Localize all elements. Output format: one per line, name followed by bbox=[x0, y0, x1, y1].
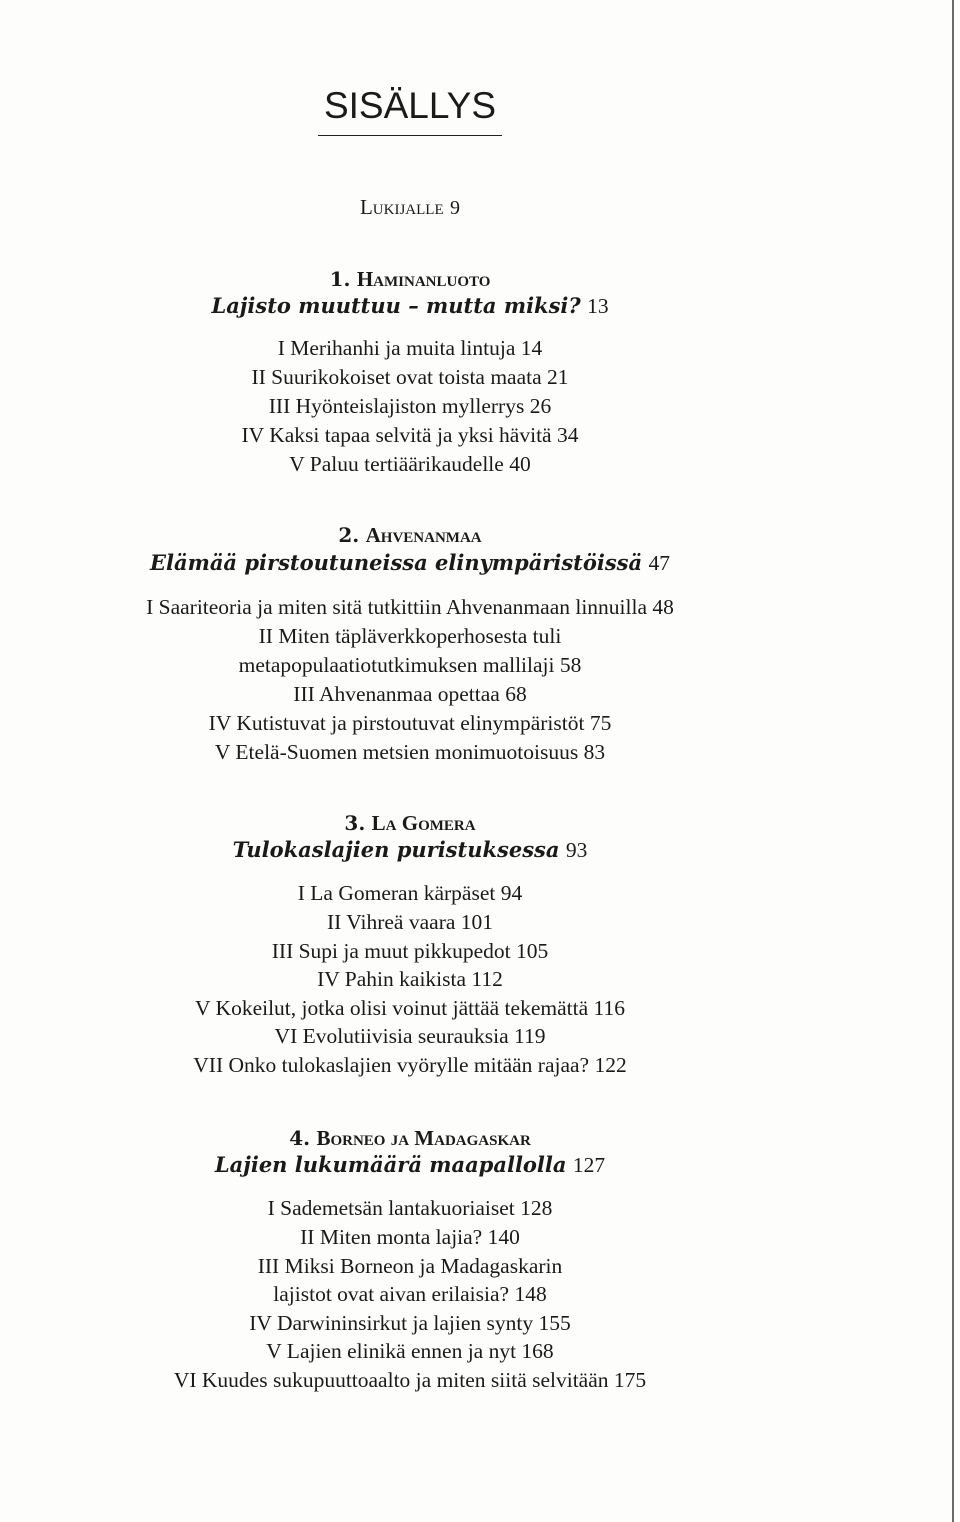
chapter-page: 13 bbox=[587, 294, 609, 318]
chapter-heading bbox=[0, 1124, 820, 1152]
chapter-subtitle-line bbox=[0, 836, 820, 864]
section-entry: IV Pahin kaikista 112 bbox=[317, 967, 503, 991]
chapter-page: 93 bbox=[565, 838, 588, 862]
chapter-subtitle-line bbox=[0, 549, 820, 577]
section-entry: V Etelä-Suomen metsien monimuotoisuus 83 bbox=[214, 740, 606, 764]
chapter-subtitle: Lajisto muuttuu – mutta miksi? bbox=[211, 293, 581, 318]
page-edge-line bbox=[952, 0, 954, 1522]
section-entry: I La Gomeran kärpäset 94 bbox=[297, 881, 523, 905]
section-entry: I Sademetsän lantakuoriaiset 128 bbox=[267, 1196, 553, 1220]
chapter-name: La Gomera bbox=[371, 811, 476, 835]
section-entry: V Paluu tertiäärikaudelle 40 bbox=[289, 452, 531, 476]
chapter-subtitle: Elämää pirstoutuneissa elinympäristöissä bbox=[150, 550, 643, 575]
section-entry: VI Evolutiivisia seurauksia 119 bbox=[274, 1024, 546, 1048]
chapter-subtitle: Lajien lukumäärä maapallolla bbox=[214, 1152, 567, 1177]
section-entry: V Kokeilut, jotka olisi voinut jättää tekemättä 116 bbox=[195, 996, 625, 1020]
chapter-number: 2. bbox=[338, 523, 360, 547]
section-entry: IV Kutistuvat ja pirstoutuvat elinympäristöt 75 bbox=[208, 711, 612, 735]
preface-label: Lukijalle bbox=[359, 195, 444, 219]
chapter-subtitle: Tulokaslajien puristuksessa bbox=[232, 837, 560, 862]
chapter-number: 1. bbox=[329, 267, 351, 291]
section-entry: III Hyönteislajiston myllerrys 26 bbox=[268, 394, 552, 418]
section-entry: II Miten monta lajia? 140 bbox=[300, 1225, 520, 1249]
section-entry: IV Darwininsirkut ja lajien synty 155 bbox=[249, 1311, 571, 1335]
section-entry: I Saariteoria ja miten sitä tutkittiin Ahvenanmaan linnuilla 48 bbox=[146, 595, 674, 619]
section-entry: II Vihreä vaara 101 bbox=[326, 910, 494, 934]
section-entry: IV Kaksi tapaa selvitä ja yksi hävitä 34 bbox=[241, 423, 579, 447]
chapter-subtitle-line bbox=[0, 292, 820, 320]
chapter-page: 47 bbox=[648, 551, 670, 575]
section-entry: VI Kuudes sukupuuttoaalto ja miten siitä selvitään 175 bbox=[173, 1368, 647, 1392]
section-entry: II Suurikokoiset ovat toista maata 21 bbox=[251, 365, 569, 389]
chapter-page: 127 bbox=[572, 1153, 606, 1177]
preface-page: 9 bbox=[450, 197, 460, 219]
section-entry: metapopulaatiotutkimuksen mallilaji 58 bbox=[238, 653, 582, 677]
section-entry: V Lajien elinikä ennen ja nyt 168 bbox=[266, 1339, 554, 1363]
chapter-name: Ahvenanmaa bbox=[365, 523, 482, 547]
preface-entry bbox=[0, 193, 820, 222]
page-title: SISÄLLYS bbox=[318, 85, 502, 136]
chapter-number: 3. bbox=[344, 811, 366, 835]
chapter-heading bbox=[0, 265, 820, 293]
chapter-name: Borneo ja Madagaskar bbox=[316, 1126, 531, 1150]
chapter-name: Haminanluoto bbox=[356, 267, 491, 291]
section-entry: III Miksi Borneon ja Madagaskarin bbox=[257, 1254, 563, 1278]
section-entry: III Ahvenanmaa opettaa 68 bbox=[293, 682, 527, 706]
section-entry: III Supi ja muut pikkupedot 105 bbox=[271, 939, 549, 963]
title-block bbox=[0, 85, 820, 136]
chapter-number: 4. bbox=[289, 1126, 311, 1150]
chapter-heading bbox=[0, 521, 820, 549]
chapter-heading bbox=[0, 809, 820, 837]
section-entry: II Miten täpläverkkoperhosesta tuli bbox=[258, 624, 562, 648]
section-entry: I Merihanhi ja muita lintuja 14 bbox=[277, 336, 543, 360]
chapter-subtitle-line bbox=[0, 1151, 820, 1179]
section-entry: VII Onko tulokaslajien vyörylle mitään rajaa? 122 bbox=[193, 1053, 627, 1077]
section-entry: lajistot ovat aivan erilaisia? 148 bbox=[273, 1282, 547, 1306]
